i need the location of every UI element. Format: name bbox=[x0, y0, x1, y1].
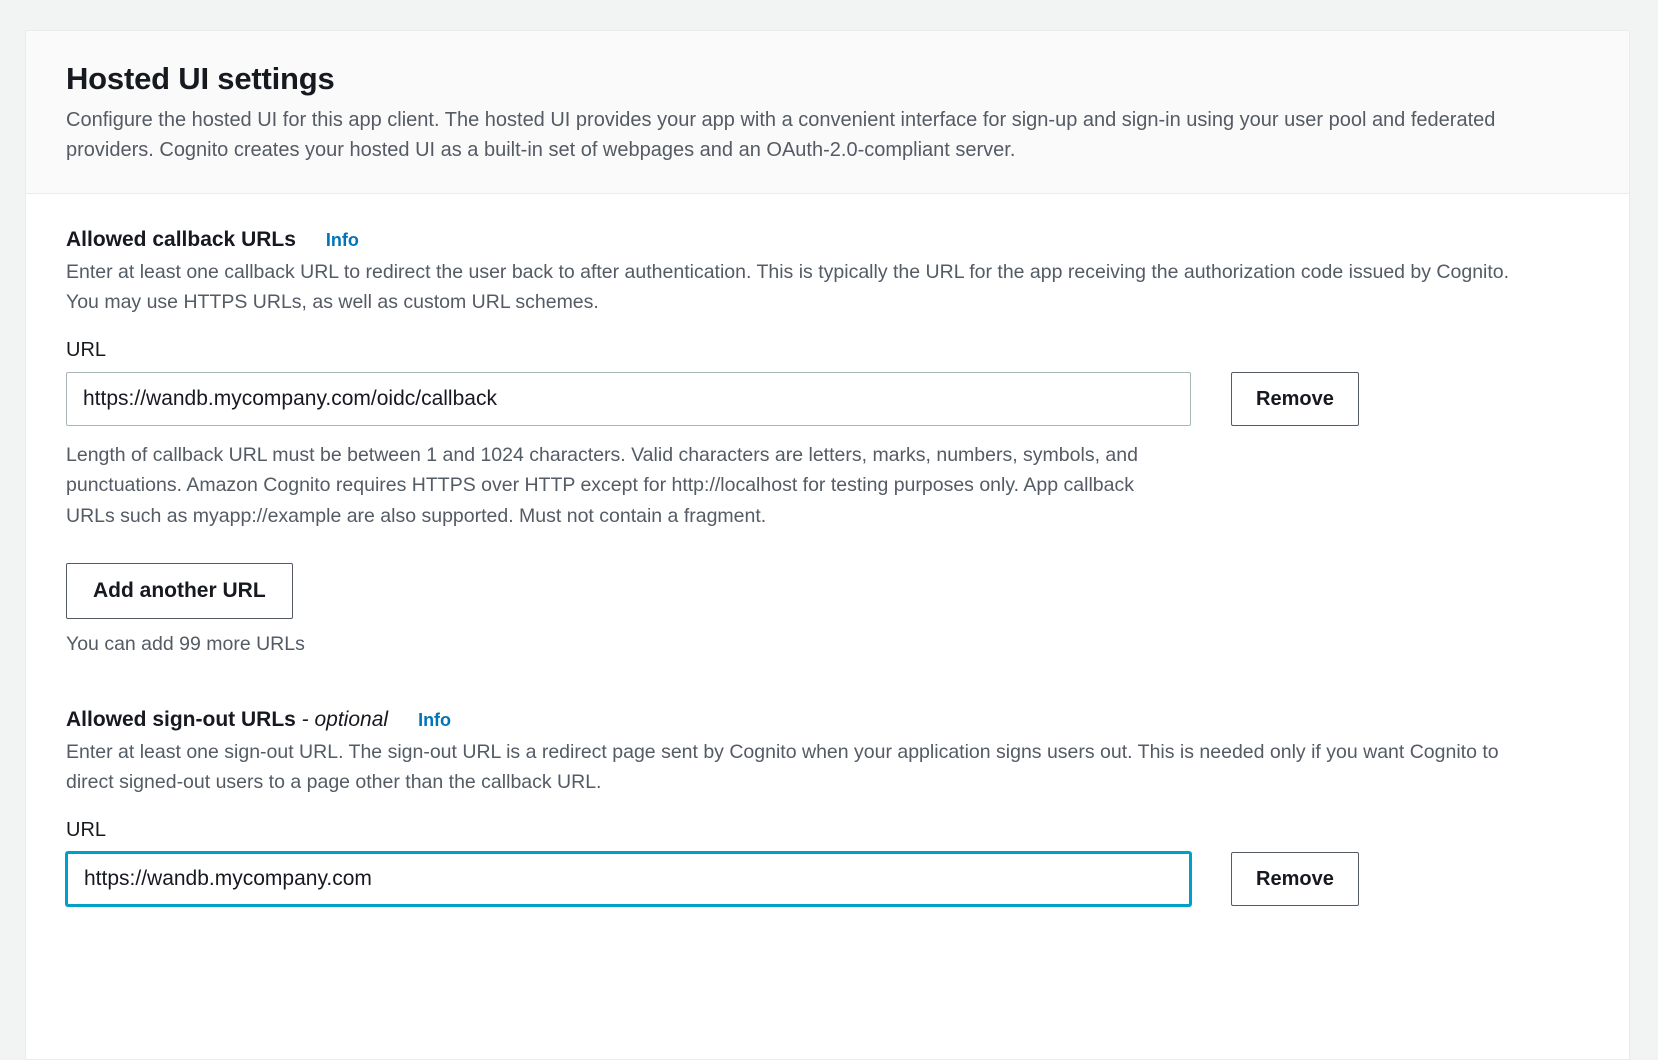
panel-header bbox=[26, 31, 1629, 194]
callback-label-row bbox=[66, 228, 1589, 252]
add-another-url-button[interactable]: Add another URL bbox=[66, 563, 293, 619]
callback-url-input[interactable] bbox=[66, 372, 1191, 426]
callback-remove-button[interactable]: Remove bbox=[1231, 372, 1359, 426]
signout-url-sublabel: URL bbox=[66, 819, 107, 842]
panel-body bbox=[26, 194, 1629, 926]
callback-helper-text: Length of callback URL must be between 1 and 1024 characters. Valid characters are letters, marks, numbers, symbols, and punctuations. Amazon Cognito requires HTTPS over HTTP except for http://localhost for testing purposes only. App callback URLs such as myapp://example are also supported. Must not contain a fragment. bbox=[66, 444, 1138, 527]
signout-label-row bbox=[66, 708, 1589, 732]
callback-url-sublabel: URL bbox=[66, 339, 107, 362]
callback-field-label: Allowed callback URLs bbox=[66, 228, 296, 251]
allowed-callback-urls-section bbox=[66, 228, 1589, 656]
signout-url-input[interactable] bbox=[66, 852, 1191, 906]
callback-info-link[interactable]: Info bbox=[325, 230, 359, 250]
page-title: Hosted UI settings bbox=[66, 61, 335, 96]
allowed-signout-urls-section bbox=[66, 708, 1589, 906]
signout-optional-suffix: - optional bbox=[295, 707, 389, 731]
signout-remove-button[interactable]: Remove bbox=[1231, 852, 1359, 906]
callback-more-urls-text: You can add 99 more URLs bbox=[66, 632, 305, 655]
hosted-ui-settings-panel bbox=[25, 30, 1630, 1060]
signout-field-label bbox=[66, 708, 388, 732]
section-spacer bbox=[66, 666, 1589, 708]
panel-description: Configure the hosted UI for this app client. The hosted UI provides your app with a convenient interface for sign-up and sign-in using your user pool and federated providers. Cognito creates your hosted UI as a built-in set of webpages and an OAuth-2.0-compliant server. bbox=[66, 109, 1496, 161]
signout-info-link[interactable]: Info bbox=[418, 709, 452, 730]
callback-description: Enter at least one callback URL to redirect the user back to after authentication. This is typically the URL for the app receiving the authorization code issued by Cognito. You may use HTTPS URLs, as well as custom URL schemes. bbox=[66, 261, 1510, 313]
signout-url-row bbox=[66, 852, 1589, 906]
signout-label-text: Allowed sign-out URLs bbox=[66, 707, 296, 731]
callback-add-another-wrap bbox=[66, 563, 1589, 619]
callback-url-row bbox=[66, 372, 1589, 426]
signout-description: Enter at least one sign-out URL. The sign-out URL is a redirect page sent by Cognito when your application signs users out. This is needed only if you want Cognito to direct signed-out users to a page other than the callback URL. bbox=[66, 740, 1499, 793]
